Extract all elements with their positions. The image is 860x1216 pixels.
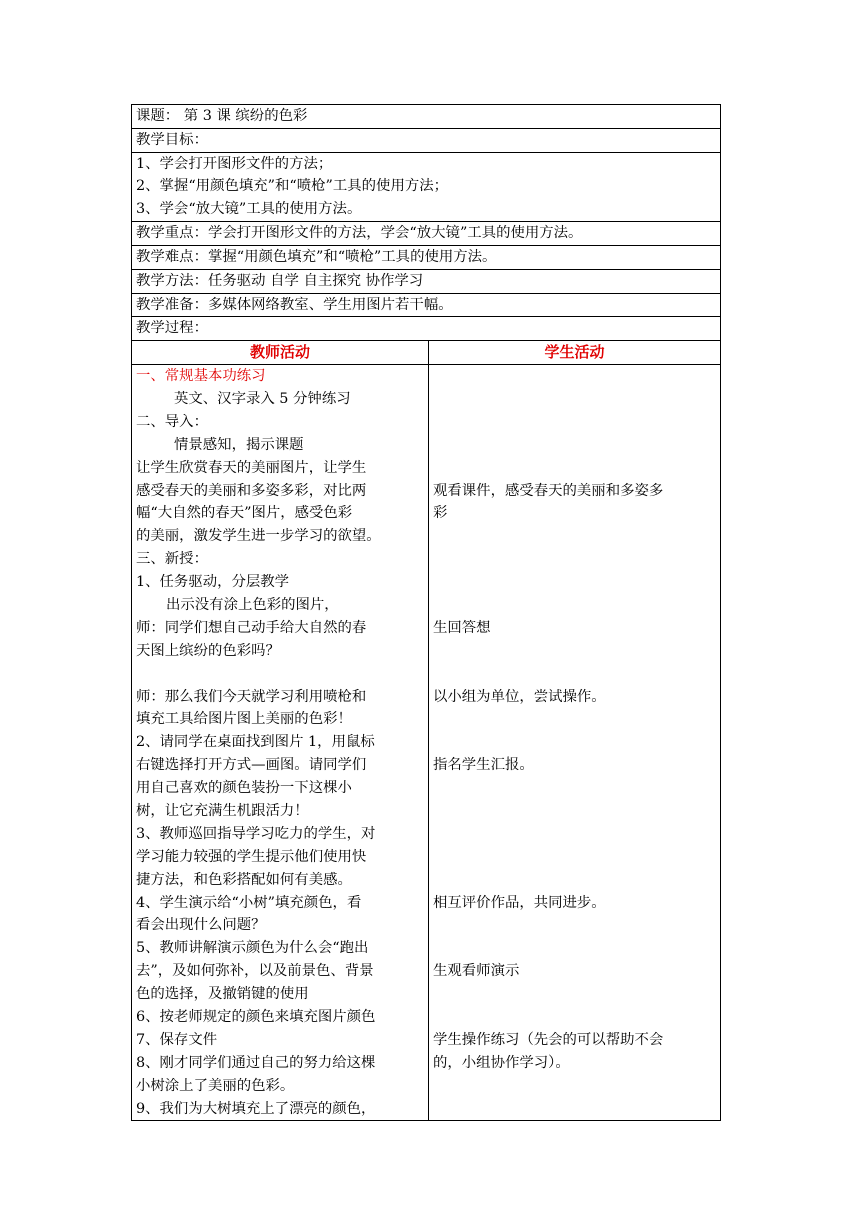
teaching-methods: 教学方法：任务驱动 自学 自主探究 协作学习: [132, 269, 721, 293]
teacher-line: 填充工具给图片图上美丽的色彩！: [136, 711, 352, 728]
teacher-line: 三、新授：: [136, 551, 208, 568]
teacher-line: 色的选择，及撤销键的使用: [136, 986, 309, 1003]
teacher-line: 情景感知，揭示课题: [174, 436, 304, 453]
objectives-heading: 教学目标：: [132, 128, 721, 152]
student-line: [433, 869, 716, 892]
teacher-line: 看会出现什么问题？: [136, 917, 266, 934]
key-points: 教学重点：学会打开图形文件的方法，学会“放大镜”工具的使用方法。: [132, 222, 721, 246]
student-line: [433, 823, 716, 846]
student-line: [433, 1098, 716, 1121]
teacher-line: 5、教师讲解演示颜色为什么会“跑出: [136, 940, 369, 957]
student-line: [433, 388, 716, 411]
student-line: [433, 434, 716, 457]
student-activity-header: 学生活动: [429, 341, 721, 365]
student-line: 以小组为单位，尝试操作。: [433, 688, 606, 705]
teacher-line: 小树涂上了美丽的色彩。: [136, 1077, 295, 1094]
student-line: 相互评价作品，共同进步。: [433, 894, 606, 911]
teacher-line: 让学生欣赏春天的美丽图片，让学生: [136, 459, 367, 476]
student-line: 观看课件，感受春天的美丽和多姿多: [433, 482, 664, 499]
student-line: [433, 457, 716, 480]
student-line: [433, 1006, 716, 1029]
teacher-line: 右键选择打开方式—画图。请同学们: [136, 757, 367, 774]
teacher-line: 用自己喜欢的颜色装扮一下这棵小: [136, 780, 352, 797]
teacher-line: 9、我们为大树填充上了漂亮的颜色，: [136, 1100, 376, 1117]
difficulties: 教学难点：掌握“用颜色填充”和“喷枪”工具的使用方法。: [132, 246, 721, 270]
teacher-line: 师：那么我们今天就学习利用喷枪和: [136, 688, 367, 705]
student-line: 的，小组协作学习）。: [433, 1054, 570, 1071]
teacher-line: 出示没有涂上色彩的图片，: [166, 596, 339, 613]
objective-item: 2、掌握“用颜色填充”和“喷枪”工具的使用方法；: [136, 178, 449, 195]
objectives-list: [132, 152, 721, 222]
teacher-activity-header: 教师活动: [132, 341, 429, 365]
teacher-line: 7、保存文件: [136, 1031, 218, 1048]
teacher-line: [136, 663, 424, 686]
student-line: [433, 731, 716, 754]
student-line: [433, 983, 716, 1006]
student-line: [433, 548, 716, 571]
teacher-line: 2、请同学在桌面找到图片 1，用鼠标: [136, 734, 375, 751]
student-line: [433, 914, 716, 937]
student-line: 指名学生汇报。: [433, 757, 534, 774]
student-line: [433, 777, 716, 800]
student-line: [433, 663, 716, 686]
student-line: 生观看师演示: [433, 963, 520, 980]
student-line: [433, 640, 716, 663]
student-activity-cell: [429, 365, 721, 1121]
student-line: 彩: [433, 505, 448, 522]
student-line: 生回答想: [433, 619, 491, 636]
teacher-line: 一、常规基本功练习: [136, 368, 266, 385]
teacher-line: 学习能力较强的学生提示他们使用快: [136, 848, 367, 865]
student-line: [433, 846, 716, 869]
teacher-line: 英文、汉字录入 5 分钟练习: [174, 390, 351, 407]
teacher-line: 师：同学们想自己动手给大自然的春: [136, 619, 367, 636]
student-line: [433, 937, 716, 960]
student-line: [433, 1075, 716, 1098]
student-line: [433, 411, 716, 434]
teacher-line: 的美丽，激发学生进一步学习的欲望。: [136, 528, 381, 545]
student-line: [433, 571, 716, 594]
teacher-activity-cell: [132, 365, 429, 1121]
student-line: [433, 525, 716, 548]
student-line: [433, 800, 716, 823]
student-line: [433, 594, 716, 617]
teacher-line: 天图上缤纷的色彩吗？: [136, 642, 280, 659]
teacher-line: 感受春天的美丽和多姿多彩，对比两: [136, 482, 367, 499]
student-line: [433, 365, 716, 388]
teacher-line: 二、导入：: [136, 413, 208, 430]
teacher-line: 8、刚才同学们通过自己的努力给这棵: [136, 1054, 376, 1071]
lesson-title: 课题： 第 3 课 缤纷的色彩: [132, 105, 721, 129]
lesson-plan-table: [131, 104, 721, 1121]
teacher-line: 树，让它充满生机跟活力！: [136, 802, 309, 819]
teacher-line: 去”，及如何弥补，以及前景色、背景: [136, 963, 374, 980]
teacher-line: 捷方法，和色彩搭配如何有美感。: [136, 871, 352, 888]
student-line: [433, 708, 716, 731]
objective-item: 3、学会“放大镜”工具的使用方法。: [136, 201, 362, 218]
teacher-line: 幅“大自然的春天”图片，感受色彩: [136, 505, 353, 522]
student-line: 学生操作练习（先会的可以帮助不会: [433, 1031, 664, 1048]
preparation: 教学准备：多媒体网络教室、学生用图片若干幅。: [132, 293, 721, 317]
teacher-line: 6、按老师规定的颜色来填充图片颜色: [136, 1008, 376, 1025]
teacher-line: 1、任务驱动，分层教学: [136, 574, 290, 591]
process-heading: 教学过程：: [132, 317, 721, 341]
teacher-line: 3、教师巡回指导学习吃力的学生，对: [136, 825, 376, 842]
objective-item: 1、学会打开图形文件的方法；: [136, 155, 333, 172]
teacher-line: 4、学生演示给“小树”填充颜色，看: [136, 894, 362, 911]
